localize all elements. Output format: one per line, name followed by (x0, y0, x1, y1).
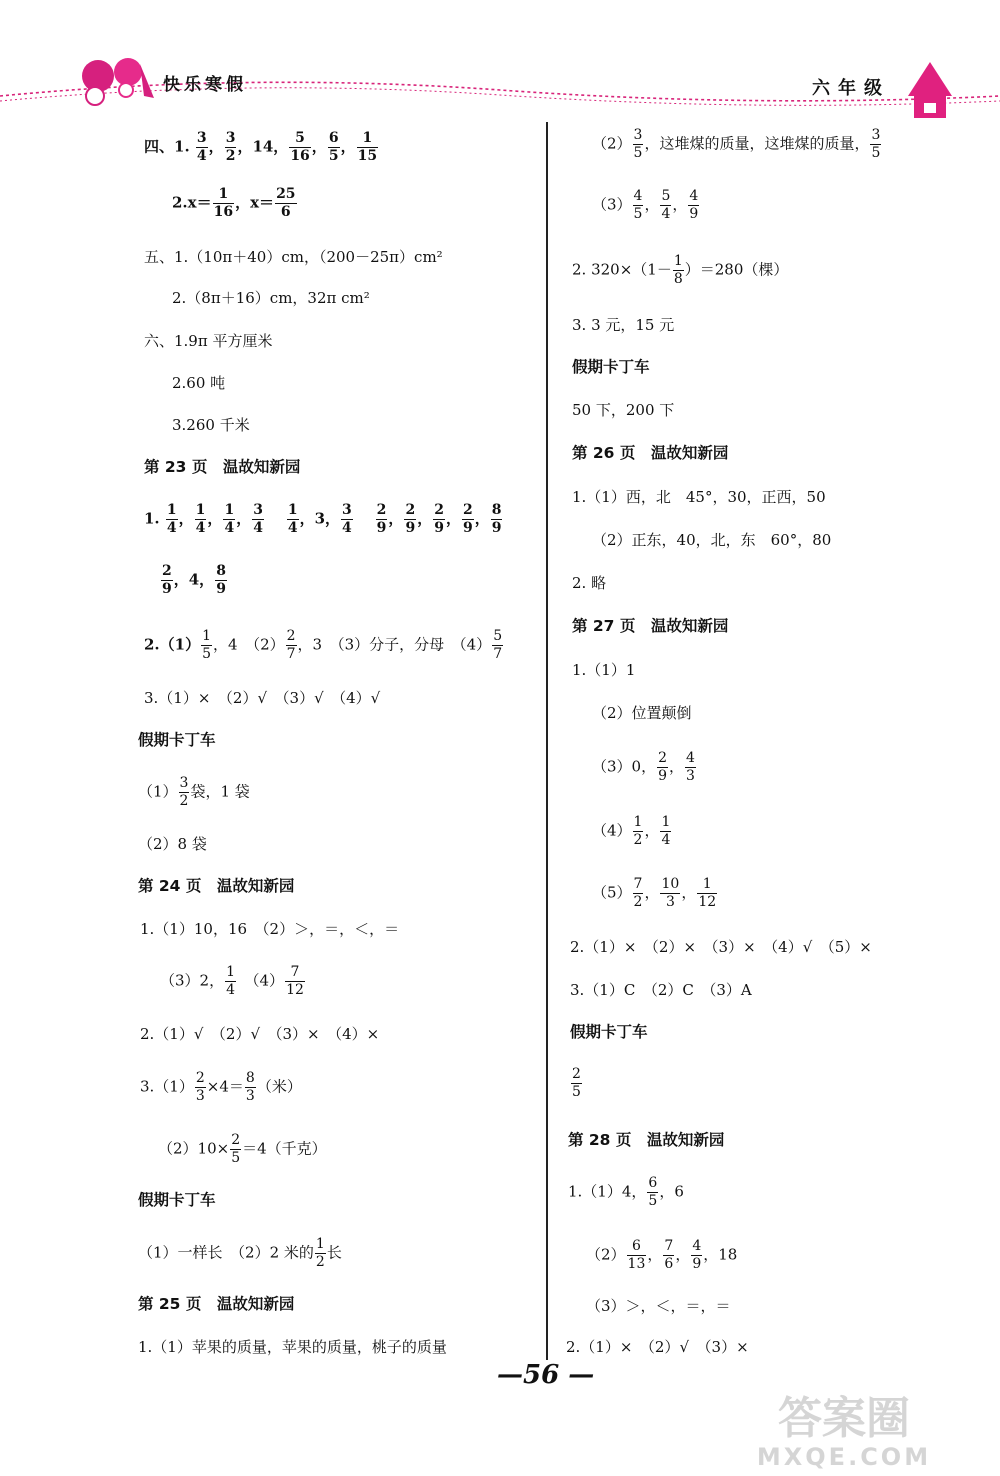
fraction: $\frac{1}{5}$ (202, 628, 212, 662)
section-heading-p28: 第 28 页 温故知新园 (568, 1131, 725, 1149)
answer-r4: 3. 3 元，15 元 (572, 316, 675, 334)
answer-s4-1: 四、1. $\frac{3}{4}$ ， $\frac{3}{2}$ ，14， $\frac{5}{16}$ ， $\frac{6}{5}$ ， $\frac{1}{15}$ (144, 130, 378, 164)
answer-p24-q3: 3.（1） $\frac{2}{3}$ ×4＝ $\frac{8}{3}$ （米） (140, 1070, 302, 1104)
fraction: $\frac{1}{4}$ (195, 502, 206, 536)
answer-s5-2: 2.（8π＋16）cm，32π cm² (172, 289, 370, 307)
answer-s5-1: 五、1.（10π＋40）cm，（200－25π）cm² (144, 248, 443, 266)
fraction: $\frac{6}{5}$ (328, 130, 339, 164)
fraction: $\frac{1}{4}$ (287, 502, 298, 536)
page-number: —56 — (497, 1360, 595, 1390)
answer-s6-3: 3.260 千米 (172, 416, 250, 434)
answer-p23-q1: 1. $\frac{1}{4}$ ， $\frac{1}{4}$ ， $\frac{1}{4}$ ， $\frac{3}{4}$ $\frac{1}{4}$ ，3， $\frac{3}{4}$ $\frac{2}{9}$ ， $\frac{2}{9}$ ， $\frac{2}{9}$ ， $\frac{2}{9}$ ， $\frac{8}{9}$ (144, 502, 502, 536)
fraction: $\frac{7}{12}$ (286, 964, 304, 998)
answer-p28-q1: 1.（1）4， $\frac{6}{5}$ ，6 (568, 1175, 684, 1209)
fraction: $\frac{8}{9}$ (216, 563, 226, 597)
fraction: $\frac{25}{6}$ (276, 186, 296, 220)
section-heading-p24: 第 24 页 温故知新园 (138, 877, 295, 895)
answer-r5: 50 下，200 下 (572, 401, 675, 419)
answer-p26-q1-2: （2）正东，40，北，东 60°，80 (592, 531, 832, 549)
answer-p24-q2: 2.（1）√ （2）√ （3）× （4）× (140, 1025, 380, 1043)
answer-p24-q3-2: （2）10× $\frac{2}{5}$ ＝4（千克） (158, 1132, 327, 1166)
answer-p26-q1: 1.（1）西，北 45°，30，正西，50 (572, 488, 826, 506)
fraction: $\frac{5}{4}$ (661, 188, 671, 222)
fraction: $\frac{2}{9}$ (162, 563, 172, 597)
fraction: $\frac{3}{4}$ (196, 130, 207, 164)
fraction: $\frac{1}{2}$ (315, 1236, 325, 1270)
header-decoration (0, 0, 1000, 130)
bird-icon (82, 58, 154, 105)
section-heading-card2: 假期卡丁车 (138, 1191, 216, 1209)
svg-text:答案圈: 答案圈 (778, 1393, 910, 1444)
page-header (0, 0, 1000, 130)
fraction: $\frac{2}{9}$ (405, 502, 416, 536)
answer-r2: （3） $\frac{4}{5}$ ， $\frac{5}{4}$ ， $\frac{4}{9}$ (592, 188, 699, 222)
answer-p27-q1: 1.（1）1 (572, 661, 636, 679)
fraction: $\frac{8}{9}$ (491, 502, 502, 536)
fraction: $\frac{7}{2}$ (633, 876, 643, 910)
fraction: $\frac{2}{9}$ (658, 750, 668, 784)
answer-p28-q1-2: （2） $\frac{6}{13}$ ， $\frac{7}{6}$ ， $\frac{4}{9}$ ，18 (586, 1238, 738, 1272)
answer-p27-q1-4: （4） $\frac{1}{2}$ ， $\frac{1}{4}$ (592, 814, 671, 848)
answer-s6-1: 六、1.9π 平方厘米 (144, 332, 273, 350)
answer-s6-2: 2.60 吨 (172, 374, 226, 392)
fraction: $\frac{3}{2}$ (179, 775, 189, 809)
answer-p24-q1-cont: （3）2， $\frac{1}{4}$ （4） $\frac{7}{12}$ (160, 964, 304, 998)
fraction: $\frac{1}{15}$ (357, 130, 378, 164)
fraction: $\frac{1}{12}$ (698, 876, 717, 910)
fraction: $\frac{8}{3}$ (245, 1070, 255, 1104)
answer-card2: （1）一样长 （2）2 米的 $\frac{1}{2}$ 长 (138, 1236, 342, 1270)
fraction: $\frac{10}{3}$ (661, 876, 680, 910)
fraction: $\frac{1}{4}$ (661, 814, 671, 848)
fraction: $\frac{1}{4}$ (166, 502, 177, 536)
section-heading-card4: 假期卡丁车 (570, 1023, 648, 1041)
fraction: $\frac{2}{7}$ (286, 628, 296, 662)
fraction: $\frac{4}{5}$ (633, 188, 643, 222)
section-heading-card3: 假期卡丁车 (572, 358, 650, 376)
fraction: $\frac{2}{9}$ (462, 502, 473, 536)
fraction: $\frac{4}{3}$ (686, 750, 695, 784)
fraction: $\frac{6}{5}$ (648, 1175, 658, 1209)
house-icon (908, 62, 952, 118)
answer-card1-2: （2）8 袋 (138, 835, 207, 853)
answer-p28-q1-3: （3）＞，＜，＝，＝ (586, 1297, 731, 1315)
section-heading-card1: 假期卡丁车 (138, 731, 216, 749)
answer-card1-1: （1） $\frac{3}{2}$ 袋，1 袋 (138, 775, 250, 809)
fraction: $\frac{5}{7}$ (493, 628, 503, 662)
fraction: $\frac{1}{4}$ (226, 964, 236, 998)
answer-p27-q1-5: （5） $\frac{7}{2}$ ， $\frac{10}{3}$ ， $\frac{1}{12}$ (592, 876, 717, 910)
fraction: $\frac{7}{6}$ (664, 1238, 674, 1272)
answer-p27-q1-2: （2）位置颠倒 (592, 704, 692, 722)
fraction: $\frac{4}{9}$ (689, 188, 699, 222)
fraction: $\frac{5}{16}$ (290, 130, 310, 164)
fraction: $\frac{6}{13}$ (627, 1238, 646, 1272)
section-heading-p27: 第 27 页 温故知新园 (572, 617, 729, 635)
fraction: $\frac{1}{8}$ (673, 253, 683, 287)
fraction: $\frac{1}{4}$ (224, 502, 235, 536)
answer-r3: 2. 320×（1－ $\frac{1}{8}$ ）＝280（棵） (572, 253, 789, 287)
brand-title: 快乐寒假 (163, 75, 247, 95)
answer-p27-q2: 2.（1）× （2）× （3）× （4）√ （5）× (570, 938, 872, 956)
column-divider (546, 122, 548, 1360)
fraction: $\frac{2}{3}$ (195, 1070, 205, 1104)
answer-p23-q3: 3.（1）× （2）√ （3）√ （4）√ (144, 689, 381, 707)
fraction: $\frac{3}{2}$ (225, 130, 236, 164)
section-heading-p25: 第 25 页 温故知新园 (138, 1295, 295, 1313)
answer-p24-q1: 1.（1）10，16 （2）＞，＝，＜，＝ (140, 920, 400, 938)
answer-p27-q3: 3.（1）C （2）C （3）A (570, 981, 752, 999)
fraction: $\frac{3}{5}$ (871, 127, 881, 161)
answer-r1: （2） $\frac{3}{5}$ ，这堆煤的质量，这堆煤的质量， $\frac{3}{5}$ (592, 127, 881, 161)
grade-title: 六年级 (812, 78, 890, 99)
fraction: $\frac{2}{9}$ (376, 502, 387, 536)
fraction: $\frac{2}{5}$ (231, 1132, 241, 1166)
fraction: $\frac{2}{5}$ (572, 1066, 581, 1100)
fraction: $\frac{1}{2}$ (633, 814, 643, 848)
fraction: $\frac{4}{9}$ (692, 1238, 702, 1272)
fraction: $\frac{2}{9}$ (434, 502, 444, 536)
answer-p23-q2: 2.（1） $\frac{1}{5}$ ，4 （2） $\frac{2}{7}$ ，3 （3）分子，分母 （4） $\frac{5}{7}$ (144, 628, 503, 662)
watermark-logo (694, 1385, 994, 1470)
svg-text:MXQE.COM: MXQE.COM (756, 1443, 932, 1470)
fraction: $\frac{3}{5}$ (633, 127, 643, 161)
answer-p26-q2: 2. 略 (572, 574, 607, 592)
fraction: $\frac{3}{4}$ (342, 502, 352, 536)
answer-p23-q1-cont: $\frac{2}{9}$ ，4， $\frac{8}{9}$ (162, 563, 226, 597)
answer-p27-q1-3: （3）0， $\frac{2}{9}$ ， $\frac{4}{3}$ (592, 750, 695, 784)
section-heading-p23: 第 23 页 温故知新园 (144, 458, 301, 476)
answer-p25-q1: 1.（1）苹果的质量，苹果的质量，桃子的质量 (138, 1338, 447, 1356)
answer-p28-q2: 2.（1）× （2）√ （3）× (566, 1338, 749, 1356)
answer-s4-2: 2.x＝ $\frac{1}{16}$ ，x＝ $\frac{25}{6}$ (172, 186, 296, 220)
fraction: $\frac{1}{16}$ (213, 186, 234, 220)
answer-card4 (570, 1066, 583, 1101)
section-heading-p26: 第 26 页 温故知新园 (572, 444, 729, 462)
fraction: $\frac{3}{4}$ (253, 502, 263, 536)
